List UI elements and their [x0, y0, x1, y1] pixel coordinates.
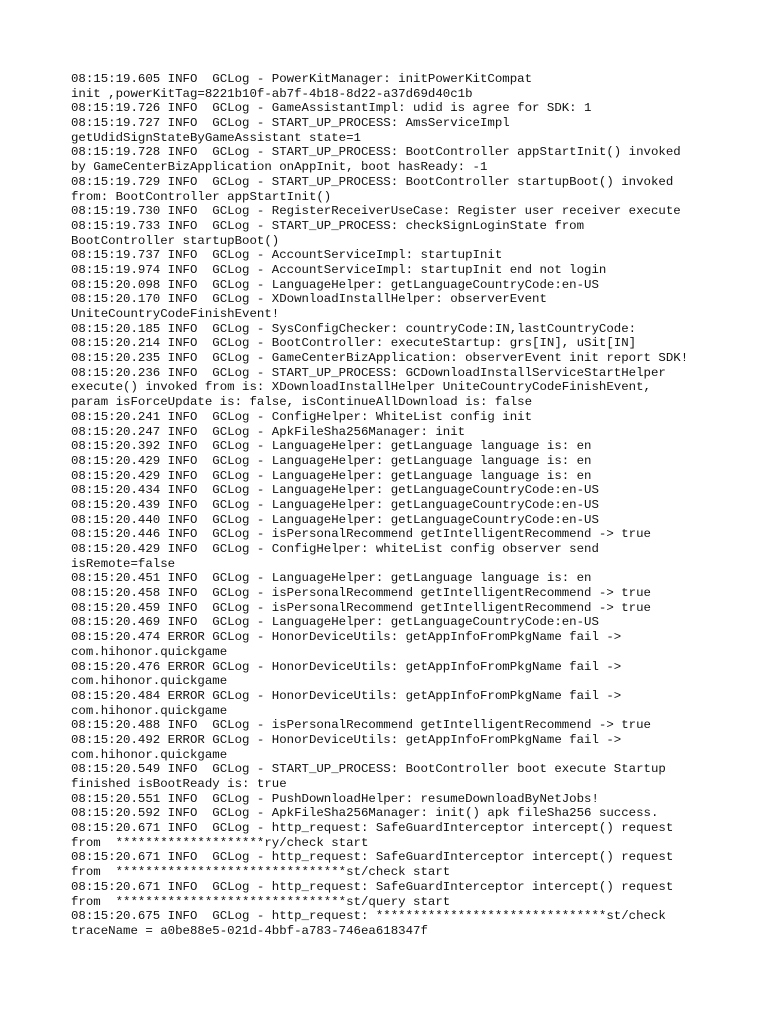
log-line: 08:15:20.671 INFO GCLog - http_request: SafeGuardInterceptor intercept() request — [71, 879, 674, 894]
log-line: 08:15:20.392 INFO GCLog - LanguageHelper: getLanguage language is: en — [71, 439, 592, 454]
log-line: 08:15:20.439 INFO GCLog - LanguageHelper: getLanguageCountryCode:en-US — [71, 497, 599, 512]
log-line: 08:15:20.429 INFO GCLog - LanguageHelper: getLanguage language is: en — [71, 453, 592, 468]
log-line: 08:15:20.235 INFO GCLog - GameCenterBizApplication: observerEvent init report SDK! — [71, 351, 689, 366]
log-line: com.hihonor.quickgame — [71, 747, 228, 762]
log-line: 08:15:19.726 INFO GCLog - GameAssistantImpl: udid is agree for SDK: 1 — [71, 101, 592, 116]
log-line: finished isBootReady is: true — [71, 777, 287, 791]
log-text-block — [71, 72, 731, 939]
log-line: 08:15:19.727 INFO GCLog - START_UP_PROCESS: AmsServiceImpl — [71, 116, 510, 131]
log-line: from *******************************st/query start — [71, 894, 451, 909]
log-line: getUdidSignStateByGameAssistant state=1 — [71, 130, 361, 145]
log-line: from *******************************st/check start — [71, 865, 451, 880]
log-line: com.hihonor.quickgame — [71, 703, 228, 718]
log-line: 08:15:20.492 ERROR GCLog - HonorDeviceUtils: getAppInfoFromPkgName fail -> — [71, 732, 622, 747]
log-line: param isForceUpdate is: false, isContinueAllDownload is: false — [71, 395, 533, 410]
log-line: 08:15:19.729 INFO GCLog - START_UP_PROCESS: BootController startupBoot() invoked — [71, 174, 674, 189]
log-line: 08:15:20.241 INFO GCLog - ConfigHelper: WhiteList config init — [71, 409, 533, 424]
log-line: 08:15:20.675 INFO GCLog - http_request: *******************************st/check — [71, 909, 666, 924]
log-line: 08:15:20.429 INFO GCLog - LanguageHelper: getLanguage language is: en — [71, 468, 592, 483]
log-line: 08:15:19.605 INFO GCLog - PowerKitManager: initPowerKitCompat — [71, 72, 533, 86]
log-line: 08:15:20.671 INFO GCLog - http_request: SafeGuardInterceptor intercept() request — [71, 850, 674, 865]
log-line: 08:15:20.671 INFO GCLog - http_request: SafeGuardInterceptor intercept() request — [71, 821, 674, 836]
log-line: 08:15:20.459 INFO GCLog - isPersonalRecommend getIntelligentRecommend -> true — [71, 600, 651, 615]
log-line: 08:15:20.549 INFO GCLog - START_UP_PROCESS: BootController boot execute Startup — [71, 762, 666, 777]
log-line: 08:15:19.733 INFO GCLog - START_UP_PROCESS: checkSignLoginState from — [71, 218, 585, 233]
log-line: init ,powerKitTag=8221b10f-ab7f-4b18-8d22-a37d69d40c1b — [71, 86, 473, 101]
log-line: execute() invoked from is: XDownloadInstallHelper UniteCountryCodeFinishEvent, — [71, 380, 651, 395]
log-line: traceName = a0be88e5-021d-4bbf-a783-746ea618347f — [71, 923, 428, 938]
log-line: isRemote=false — [71, 556, 176, 571]
log-line: BootController startupBoot() — [71, 233, 280, 248]
log-line: from: BootController appStartInit() — [71, 189, 332, 204]
log-line: com.hihonor.quickgame — [71, 644, 228, 659]
log-line: 08:15:20.170 INFO GCLog - XDownloadInstallHelper: observerEvent — [71, 292, 547, 307]
log-line: 08:15:20.451 INFO GCLog - LanguageHelper: getLanguage language is: en — [71, 571, 592, 586]
log-line: 08:15:19.730 INFO GCLog - RegisterReceiverUseCase: Register user receiver execute — [71, 204, 681, 219]
log-line: 08:15:20.474 ERROR GCLog - HonorDeviceUtils: getAppInfoFromPkgName fail -> — [71, 630, 622, 645]
log-line: 08:15:20.440 INFO GCLog - LanguageHelper: getLanguageCountryCode:en-US — [71, 512, 599, 527]
log-line: 08:15:20.551 INFO GCLog - PushDownloadHelper: resumeDownloadByNetJobs! — [71, 791, 599, 806]
log-line: 08:15:20.592 INFO GCLog - ApkFileSha256Manager: init() apk fileSha256 success. — [71, 806, 659, 821]
log-line: 08:15:20.484 ERROR GCLog - HonorDeviceUtils: getAppInfoFromPkgName fail -> — [71, 688, 622, 703]
log-line: 08:15:20.098 INFO GCLog - LanguageHelper: getLanguageCountryCode:en-US — [71, 277, 599, 292]
log-line: from ********************ry/check start — [71, 835, 369, 850]
log-line: 08:15:20.429 INFO GCLog - ConfigHelper: whiteList config observer send — [71, 542, 599, 556]
log-line: 08:15:20.446 INFO GCLog - isPersonalRecommend getIntelligentRecommend -> true — [71, 527, 651, 542]
log-line: 08:15:20.458 INFO GCLog - isPersonalRecommend getIntelligentRecommend -> true — [71, 586, 651, 601]
log-line: com.hihonor.quickgame — [71, 674, 228, 689]
log-line: 08:15:20.488 INFO GCLog - isPersonalRecommend getIntelligentRecommend -> true — [71, 718, 651, 733]
log-line: UniteCountryCodeFinishEvent! — [71, 307, 280, 321]
log-line: 08:15:20.247 INFO GCLog - ApkFileSha256Manager: init — [71, 424, 466, 439]
log-line: 08:15:20.185 INFO GCLog - SysConfigChecker: countryCode:IN,lastCountryCode: — [71, 321, 637, 336]
log-line: 08:15:20.214 INFO GCLog - BootController: executeStartup: grs[IN], uSit[IN] — [71, 336, 637, 351]
log-line: 08:15:19.737 INFO GCLog - AccountServiceImpl: startupInit — [71, 248, 503, 263]
log-line: 08:15:19.728 INFO GCLog - START_UP_PROCESS: BootController appStartInit() invoked — [71, 145, 681, 160]
log-line: 08:15:20.476 ERROR GCLog - HonorDeviceUtils: getAppInfoFromPkgName fail -> — [71, 659, 622, 674]
log-line: 08:15:20.434 INFO GCLog - LanguageHelper: getLanguageCountryCode:en-US — [71, 483, 599, 498]
log-line: 08:15:20.469 INFO GCLog - LanguageHelper: getLanguageCountryCode:en-US — [71, 615, 599, 630]
log-line: 08:15:20.236 INFO GCLog - START_UP_PROCESS: GCDownloadInstallServiceStartHelper — [71, 365, 666, 380]
log-line: by GameCenterBizApplication onAppInit, boot hasReady: -1 — [71, 160, 488, 175]
log-line: 08:15:19.974 INFO GCLog - AccountServiceImpl: startupInit end not login — [71, 262, 607, 277]
